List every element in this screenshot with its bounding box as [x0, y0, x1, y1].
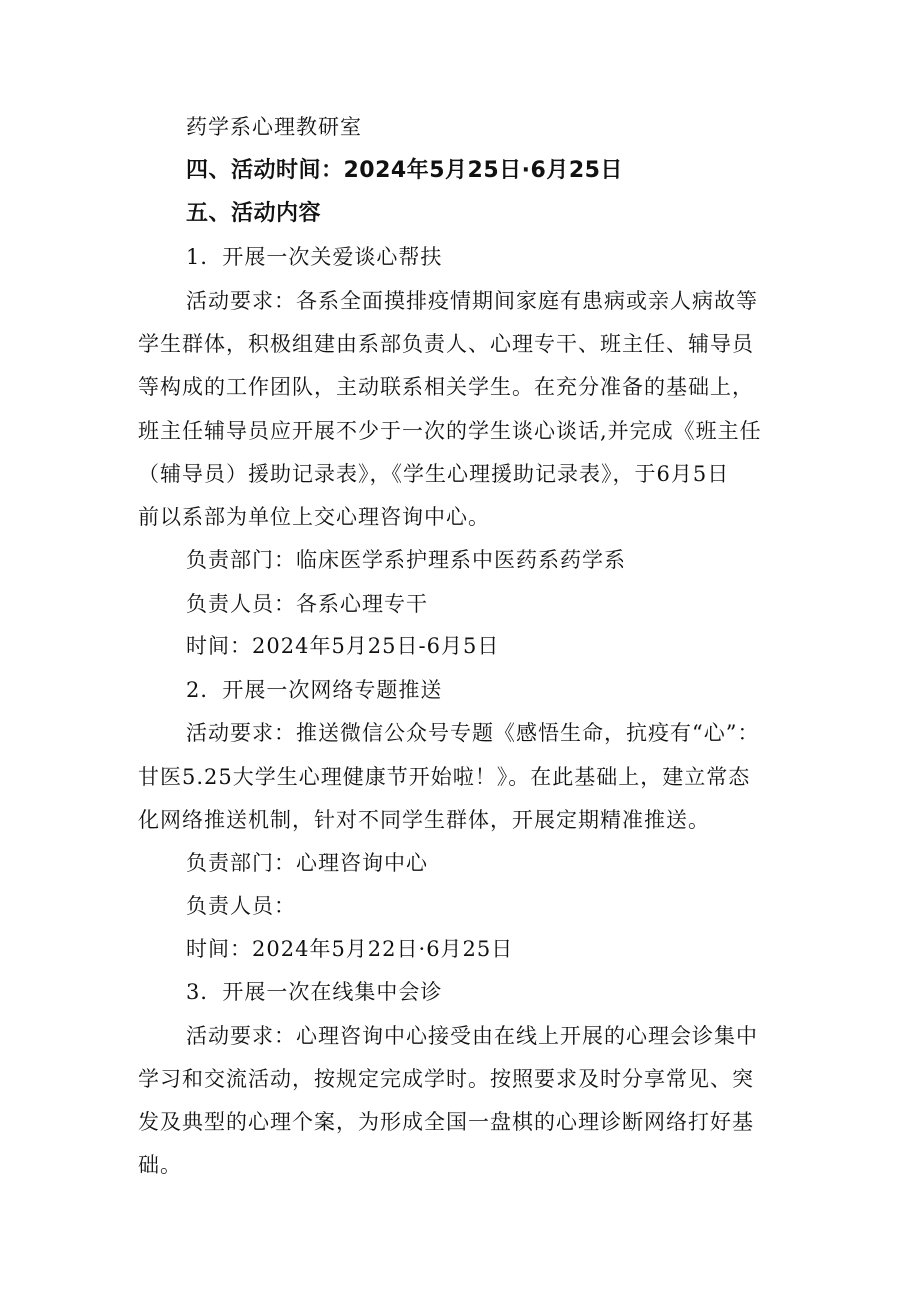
section-heading-time: 四、活动时间：2024年5月25日·6月25日 [186, 158, 623, 183]
item-1-time: 时间：2024年5月25日-6月5日 [186, 634, 500, 658]
item-3-title: 3．开展一次在线集中会诊 [186, 980, 443, 1004]
item-2-department: 负责部门：心理咨询中心 [186, 851, 428, 875]
item-1-requirement-line: 活动要求：各系全面摸排疫情期间家庭有患病或亲人病故等 [186, 289, 758, 313]
item-3-requirement-line: 础。 [138, 1153, 182, 1177]
item-1-title: 1．开展一次关爱谈心帮扶 [186, 245, 443, 269]
item-1-requirement-line: （辅导员）援助记录表》，《学生心理援助记录表》，于6月5日 [138, 462, 730, 486]
item-2-time: 时间：2024年5月22日·6月25日 [186, 937, 514, 961]
item-1-department: 负责部门：临床医学系护理系中医药系药学系 [186, 548, 626, 572]
item-2-requirement-line: 化网络推送机制，针对不同学生群体，开展定期精准推送。 [138, 808, 710, 832]
item-2-requirement-line: 活动要求：推送微信公众号专题《感悟生命，抗疫有“心”： [186, 721, 760, 745]
item-1-person: 负责人员：各系心理专干 [186, 592, 428, 616]
item-3-requirement-line: 发及典型的心理个案，为形成全国一盘棋的心理诊断网络打好基 [138, 1110, 754, 1134]
item-2-title: 2．开展一次网络专题推送 [186, 678, 443, 702]
department-line: 药学系心理教研室 [186, 115, 362, 139]
item-2-requirement-line: 甘医5.25大学生心理健康节开始啦！》。在此基础上，建立常态 [138, 765, 751, 789]
item-1-requirement-line: 前以系部为单位上交心理咨询中心。 [138, 505, 490, 529]
section-heading-content: 五、活动内容 [186, 201, 322, 226]
item-2-person: 负责人员： [186, 894, 296, 918]
item-1-requirement-line: 班主任辅导员应开展不少于一次的学生谈心谈话,并完成《班主任 [138, 419, 762, 443]
item-3-requirement-line: 活动要求：心理咨询中心接受由在线上开展的心理会诊集中 [186, 1024, 758, 1048]
item-1-requirement-line: 等构成的工作团队，主动联系相关学生。在充分准备的基础上， [138, 375, 754, 399]
item-3-requirement-line: 学习和交流活动，按规定完成学时。按照要求及时分享常见、突 [138, 1067, 754, 1091]
item-1-requirement-line: 学生群体，积极组建由系部负责人、心理专干、班主任、辅导员 [138, 332, 754, 356]
